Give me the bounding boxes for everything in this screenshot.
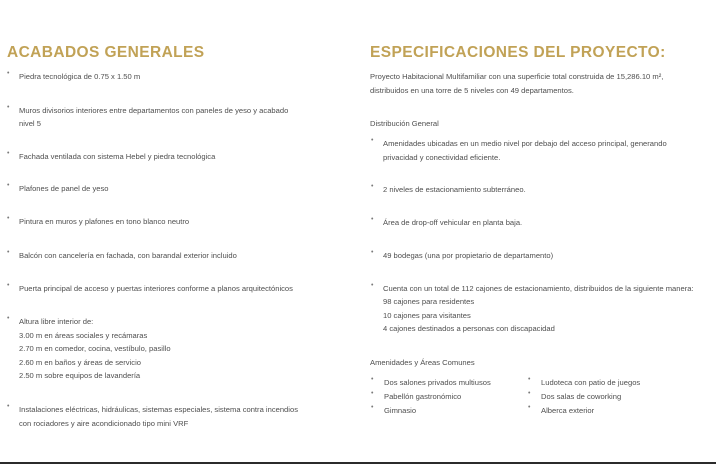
bullet-icon: •	[371, 404, 374, 411]
amenities-heading: Amenidades y Áreas Comunes	[370, 358, 475, 367]
bullet-icon: •	[528, 404, 531, 411]
list-item-text: Piedra tecnológica de 0.75 x 1.50 m	[19, 72, 141, 81]
intro-text: Proyecto Habitacional Multifamiliar con una superficie total construida de 15,286.10 m²,	[370, 72, 664, 81]
list-item-text: Muros divisorios interiores entre departamentos con paneles de yeso y acabado	[19, 106, 289, 115]
bullet-icon: •	[371, 390, 374, 397]
list-item-text: Puerta principal de acceso y puertas interiores conforme a planos arquitectónicos	[19, 284, 293, 293]
amenity-text: Dos salas de coworking	[541, 392, 622, 401]
especificaciones-title: ESPECIFICACIONES DEL PROYECTO:	[370, 44, 666, 61]
bullet-icon: •	[371, 249, 374, 256]
list-item-text: Pintura en muros y plafones en tono blanco neutro	[19, 217, 190, 226]
parking-sub-item: 98 cajones para residentes	[383, 297, 475, 306]
bullet-icon: •	[7, 282, 10, 289]
bottom-divider	[0, 462, 716, 464]
parking-sub-item: 4 cajones destinados a personas con discapacidad	[383, 324, 555, 333]
amenity-text: Pabellón gastronómico	[384, 392, 462, 401]
list-item-text: Balcón con cancelería en fachada, con barandal exterior incluido	[19, 251, 237, 260]
list-item-text: 3.00 m en áreas sociales y recámaras	[19, 330, 148, 340]
list-item-text: Amenidades ubicadas en un medio nivel por debajo del acceso principal, generando	[383, 139, 667, 148]
distribution-heading: Distribución General	[370, 119, 439, 128]
list-item-text: Área de drop-off vehicular en planta baja.	[383, 218, 523, 227]
bullet-icon: •	[371, 282, 374, 289]
bullet-icon: •	[7, 249, 10, 256]
bullet-icon: •	[7, 182, 10, 189]
list-item-text: Instalaciones eléctricas, hidráulicas, sistemas especiales, sistema contra incendios	[19, 405, 298, 414]
bullet-icon: •	[371, 137, 374, 144]
list-item-text: Cuenta con un total de 112 cajones de estacionamiento, distribuidos de la siguiente manera:	[383, 284, 694, 293]
list-item-text: Altura libre interior de:	[19, 317, 94, 326]
amenity-text: Alberca exterior	[541, 406, 595, 415]
bullet-icon: •	[528, 376, 531, 383]
bullet-icon: •	[7, 104, 10, 111]
amenity-text: Dos salones privados multiusos	[384, 378, 491, 387]
list-item-text: 2.50 m sobre equipos de lavandería	[19, 371, 141, 380]
bullet-icon: •	[528, 390, 531, 397]
bullet-icon: •	[7, 215, 10, 222]
list-item-text: Fachada ventilada con sistema Hebel y piedra tecnológica	[19, 152, 216, 161]
amenity-text: Gimnasio	[384, 406, 417, 415]
intro-text: distribuidos en una torre de 5 niveles con 49 departamentos.	[370, 86, 574, 95]
list-item-text: 2 niveles de estacionamiento subterráneo.	[383, 185, 526, 194]
bullet-icon: •	[7, 150, 10, 157]
bullet-icon: •	[7, 70, 10, 77]
bullet-icon: •	[371, 376, 374, 383]
amenity-text: Ludoteca con patio de juegos	[541, 378, 641, 387]
list-item-text: 2.60 m en baños y áreas de servicio	[19, 357, 141, 367]
bullet-icon: •	[7, 403, 10, 410]
list-item-text: 2.70 m en comedor, cocina, vestíbulo, pasillo	[19, 344, 171, 353]
list-item-text: Plafones de panel de yeso	[19, 184, 109, 193]
bullet-icon: •	[371, 216, 374, 223]
acabados-generales-title: ACABADOS GENERALES	[7, 44, 205, 61]
list-item-text: 49 bodegas (una por propietario de departamento)	[383, 251, 554, 260]
list-item-text: nivel 5	[19, 119, 41, 128]
list-item-text: privacidad y conectividad eficiente.	[383, 152, 501, 162]
list-item-text: con rociadores y aire acondicionado tipo mini VRF	[19, 418, 189, 428]
bullet-icon: •	[7, 315, 10, 322]
parking-sub-item: 10 cajones para visitantes	[383, 311, 471, 320]
bullet-icon: •	[371, 183, 374, 190]
